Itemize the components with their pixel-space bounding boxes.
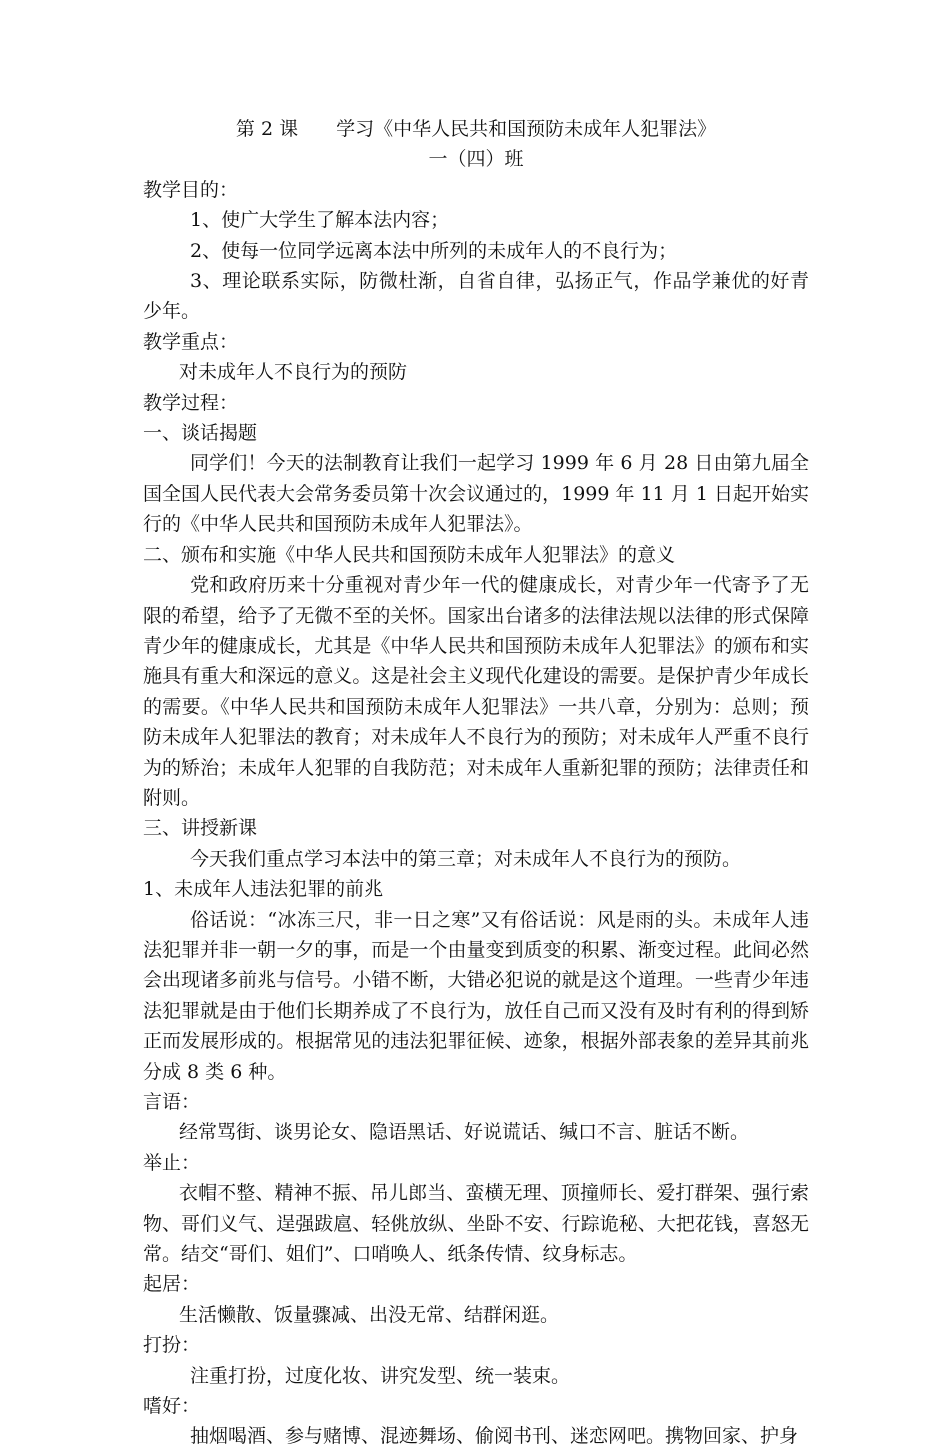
category-label: 打扮： <box>143 1334 201 1357</box>
objectives-heading: 教学目的： <box>143 178 239 201</box>
focus-heading: 教学重点： <box>143 330 239 353</box>
category-text: 抽烟喝酒、参与赌博、混迹舞场、偷阅书刊、迷恋网吧。携物回家、护身 <box>190 1425 799 1448</box>
document-body <box>143 114 809 1452</box>
category-label: 起居： <box>143 1273 201 1296</box>
class-name: 一（四）班 <box>428 148 524 171</box>
subsection-heading: 1、未成年人违法犯罪的前兆 <box>143 878 384 901</box>
category-text: 衣帽不整、精神不振、吊儿郎当、蛮横无理、顶撞师长、爱打群架、强行索物、哥们义气、逞强跋扈、轻佻放纵、坐卧不安、行踪诡秘、大把花钱，喜怒无常。结交“哥们、姐们”、口哨唤人、纸条传情、纹身标志。 <box>143 1182 809 1266</box>
section-paragraph: 俗话说：“冰冻三尺，非一日之寒”又有俗话说：风是雨的头。未成年人违法犯罪并非一朝一夕的事，而是一个由量变到质变的积累、渐变过程。此间必然会出现诸多前兆与信号。小错不断，大错必犯说的就是这个道理。一些青少年违法犯罪就是由于他们长期养成了不良行为，放任自己而又没有及时有利的得到矫正而发展形成的。根据常见的违法犯罪征候、迹象，根据外部表象的差异其前兆分成 8 类 6 种。 <box>143 908 809 1083</box>
process-heading: 教学过程： <box>143 391 239 414</box>
category-label: 举止： <box>143 1151 201 1174</box>
category-label: 嗜好： <box>143 1395 201 1418</box>
objective-item: 3、理论联系实际，防微杜渐，自省自律，弘扬正气，作品学兼优的好青少年。 <box>143 270 809 323</box>
objective-item: 2、使每一位同学远离本法中所列的未成年人的不良行为； <box>190 239 678 262</box>
objective-item: 1、使广大学生了解本法内容； <box>190 209 450 232</box>
section-heading: 一、谈话揭题 <box>143 422 258 445</box>
category-text: 生活懒散、饭量骤减、出没无常、结群闲逛。 <box>179 1303 560 1326</box>
section-heading: 三、讲授新课 <box>143 817 258 840</box>
section-heading: 二、颁布和实施《中华人民共和国预防未成年人犯罪法》的意义 <box>143 543 676 566</box>
section-paragraph: 同学们！今天的法制教育让我们一起学习 1999 年 6 月 28 日由第九届全国全国人民代表大会常务委员第十次会议通过的，1999 年 11 月 1 日起开始实行的《中华人民共和国预防未成年人犯罪法》。 <box>143 452 809 536</box>
category-text: 注重打扮，过度化妆、讲究发型、统一装束。 <box>190 1364 571 1387</box>
lesson-title: 第 2 课 学习《中华人民共和国预防未成年人犯罪法》 <box>235 118 717 140</box>
section-paragraph: 今天我们重点学习本法中的第三章；对未成年人不良行为的预防。 <box>190 847 742 870</box>
focus-text: 对未成年人不良行为的预防 <box>179 361 408 384</box>
category-text: 经常骂街、谈男论女、隐语黑话、好说谎话、缄口不言、脏话不断。 <box>179 1121 750 1144</box>
category-label: 言语： <box>143 1091 201 1113</box>
section-paragraph: 党和政府历来十分重视对青少年一代的健康成长，对青少年一代寄予了无限的希望，给予了无微不至的关怀。国家出台诸多的法律法规以法律的形式保障青少年的健康成长，尤其是《中华人民共和国预防未成年人犯罪法》的颁布和实施具有重大和深远的意义。这是社会主义现代化建设的需要。是保护青少年成长的需要。《中华人民共和国预防未成年人犯罪法》一共八章，分别为：总则；预防未成年人犯罪法的教育；对未成年人不良行为的预防；对未成年人严重不良行为的矫治；未成年人犯罪的自我防范；对未成年人重新犯罪的预防；法律责任和附则。 <box>143 574 809 809</box>
